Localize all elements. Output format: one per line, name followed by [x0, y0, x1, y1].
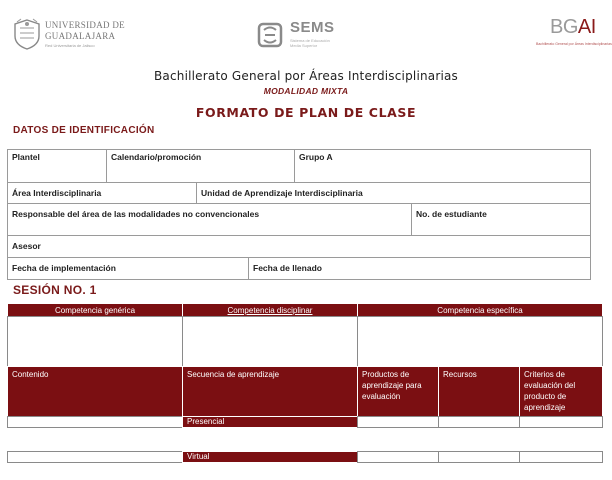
criterios-line2: evaluación del — [524, 381, 576, 390]
sems-subtitle-line2: Media Superior — [290, 43, 318, 48]
bgai-accent: AI — [577, 16, 596, 38]
productos-line1: Productos de — [362, 370, 410, 379]
no-estudiante-label: No. de estudiante — [416, 209, 487, 219]
unidad-label: Unidad de Aprendizaje Interdisciplinaria — [201, 188, 363, 198]
udg-logo — [12, 18, 125, 52]
udg-tagline: Red Universitaria de Jalisco — [45, 43, 95, 48]
virtual-row-label — [182, 451, 358, 463]
secuencia-column — [182, 366, 358, 417]
competencia-especifica-header — [357, 303, 603, 317]
virtual-productos-input[interactable] — [357, 451, 439, 463]
calendario-label: Calendario/promoción — [111, 152, 202, 162]
sems-subtitle-line1: Sistema de Educación — [290, 38, 330, 43]
fecha-llenado-field[interactable] — [248, 257, 591, 280]
recursos-column — [438, 366, 520, 417]
fecha-implementacion-field[interactable] — [7, 257, 249, 280]
presencial-contenido-input[interactable] — [7, 416, 183, 428]
presencial-recursos-input[interactable] — [438, 416, 520, 428]
sems-mark-icon — [256, 21, 284, 49]
responsable-label: Responsable del área de las modalidades no convencionales — [12, 209, 260, 219]
sems-subtitle — [290, 38, 330, 48]
grupo-label: Grupo A — [299, 152, 333, 162]
virtual-criterios-input[interactable] — [519, 451, 603, 463]
bgai-wordmark — [550, 16, 596, 39]
presencial-criterios-input[interactable] — [519, 416, 603, 428]
productos-line2: aprendizaje para — [362, 381, 422, 390]
responsable-field[interactable] — [7, 203, 412, 236]
calendario-field[interactable] — [106, 149, 295, 183]
fecha-implementacion-label: Fecha de implementación — [12, 263, 116, 273]
session-number: 1 — [89, 283, 97, 297]
bgai-subtitle: Bachillerato General por Áreas Interdisciplinarias — [536, 42, 612, 46]
criterios-line4: aprendizaje — [524, 403, 566, 412]
program-title: Bachillerato General por Áreas Interdisciplinarias — [153, 69, 459, 83]
productos-column — [357, 366, 439, 417]
competencia-especifica-input[interactable] — [357, 316, 603, 367]
competencia-generica-input[interactable] — [7, 316, 183, 367]
asesor-field[interactable] — [7, 235, 591, 258]
plantel-label: Plantel — [12, 152, 40, 162]
asesor-label: Asesor — [12, 241, 41, 251]
bgai-main: BG — [550, 16, 578, 38]
session-heading-prefix: SESIÓN NO. — [13, 283, 87, 297]
bgai-logo — [536, 16, 612, 52]
criterios-label — [520, 367, 602, 415]
grupo-field[interactable] — [294, 149, 591, 183]
criterios-line3: producto de — [524, 392, 567, 401]
presencial-productos-input[interactable] — [357, 416, 439, 428]
sems-name: SEMS — [290, 19, 335, 36]
udg-name-line1: UNIVERSIDAD DE — [45, 20, 125, 30]
criterios-column — [519, 366, 603, 417]
identification-heading: DATOS DE IDENTIFICACIÓN — [13, 125, 155, 136]
criterios-line1: Criterios de — [524, 370, 565, 379]
virtual-recursos-input[interactable] — [438, 451, 520, 463]
area-field[interactable] — [7, 182, 197, 204]
productos-label — [358, 367, 438, 404]
format-title: FORMATO DE PLAN DE CLASE — [195, 105, 417, 120]
productos-line3: evaluación — [362, 392, 401, 401]
plantel-field[interactable] — [7, 149, 107, 183]
presencial-label: Presencial — [187, 417, 225, 426]
recursos-label: Recursos — [443, 370, 477, 379]
modality-title: MODALIDAD MIXTA — [263, 86, 349, 96]
sems-logo — [256, 18, 366, 52]
udg-name-line2: GUADALAJARA — [45, 31, 116, 41]
competencia-especifica-label: Competencia específica — [437, 306, 523, 315]
session-heading — [13, 283, 97, 297]
contenido-column — [7, 366, 183, 417]
university-seal-icon — [12, 18, 42, 50]
competencia-disciplinar-input[interactable] — [182, 316, 358, 367]
secuencia-label: Secuencia de aprendizaje — [187, 370, 280, 379]
unidad-field[interactable] — [196, 182, 591, 204]
competencia-disciplinar-header — [182, 303, 358, 317]
contenido-label: Contenido — [12, 370, 49, 379]
virtual-label: Virtual — [187, 452, 210, 461]
no-estudiante-field[interactable] — [411, 203, 591, 236]
competencia-disciplinar-label: Competencia disciplinar — [227, 306, 313, 315]
virtual-contenido-input[interactable] — [7, 451, 183, 463]
competencia-generica-label: Competencia genérica — [54, 306, 136, 315]
area-label: Área Interdisciplinaria — [12, 188, 102, 198]
fecha-llenado-label: Fecha de llenado — [253, 263, 322, 273]
presencial-row-label — [182, 416, 358, 428]
competencia-generica-header — [7, 303, 183, 317]
